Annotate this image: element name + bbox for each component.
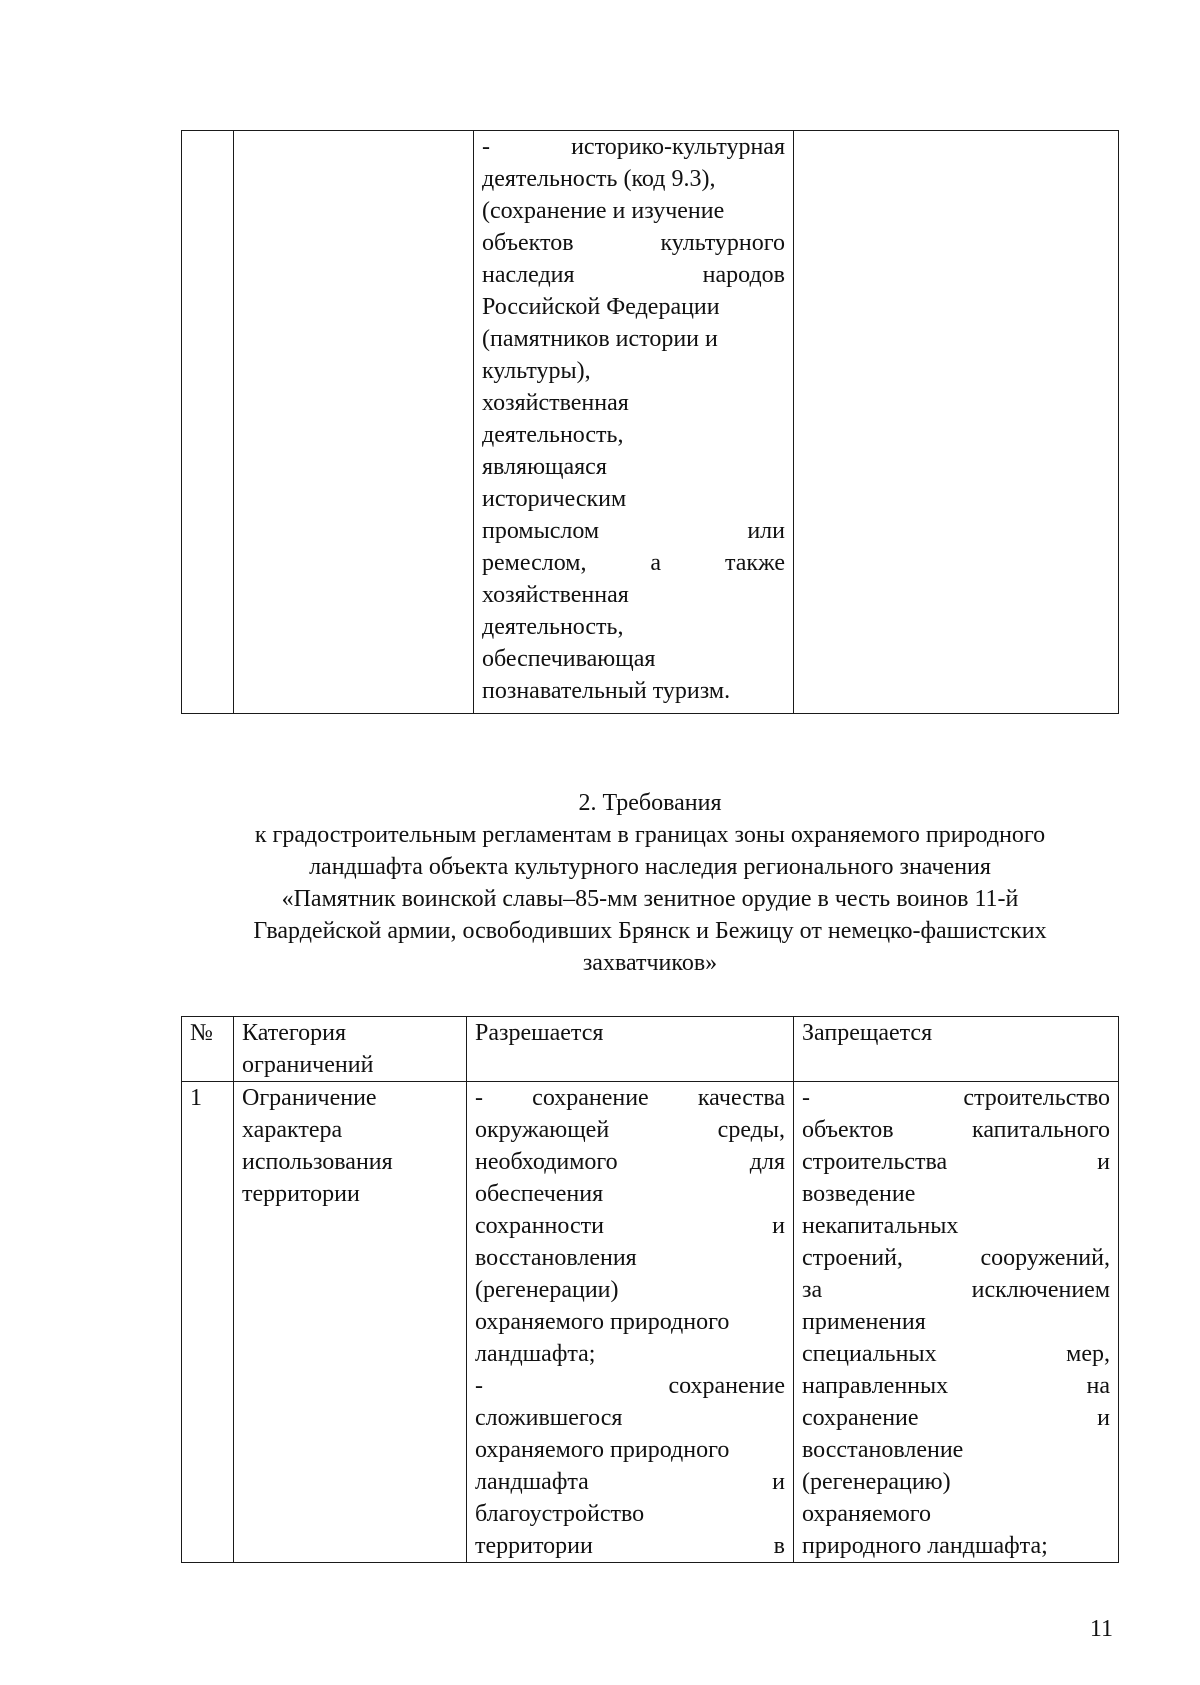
- continuation-table: [181, 130, 1119, 714]
- page-number: 11: [1089, 1616, 1113, 1642]
- text-line: - сохранение: [475, 1373, 785, 1399]
- text-line: специальных мер,: [802, 1341, 1110, 1367]
- cell-forbidden: [794, 131, 1119, 714]
- text-line: охраняемого природного: [475, 1437, 730, 1463]
- cell-forbidden: [794, 1082, 1119, 1563]
- text-line: характера: [242, 1117, 343, 1143]
- text-line: возведение: [802, 1181, 916, 1207]
- text-line: деятельность,: [482, 422, 624, 448]
- text-line: (памятников истории и: [482, 326, 718, 352]
- cell-category: [234, 131, 474, 714]
- text-line: использования: [242, 1149, 393, 1175]
- text-line: Ограничение: [242, 1085, 377, 1111]
- text-line: восстановление: [802, 1437, 964, 1463]
- table-header-row: [182, 1017, 1119, 1082]
- text-line: ремеслом, а также: [482, 550, 785, 576]
- text-line: хозяйственная: [482, 582, 629, 608]
- section-heading: [150, 787, 1150, 979]
- text-line: охраняемого: [802, 1501, 932, 1527]
- text-line: являющаяся: [482, 454, 607, 480]
- header-allowed: Разрешается: [467, 1017, 794, 1082]
- text-line: (регенерацию): [802, 1469, 951, 1495]
- header-forbidden: Запрещается: [794, 1017, 1119, 1082]
- text-line: окружающей среды,: [475, 1117, 785, 1143]
- text-line: объектов культурного: [482, 230, 785, 256]
- header-category: Категория ограничений: [234, 1017, 467, 1082]
- heading-line: «Памятник воинской славы–85-мм зенитное орудие в честь воинов 11-й: [281, 886, 1019, 912]
- requirements-table: [181, 1016, 1119, 1563]
- cell-allowed: [474, 131, 794, 714]
- table-row: [182, 131, 1119, 714]
- text-line: - строительство: [802, 1085, 1110, 1111]
- text-line: сложившегося: [475, 1405, 623, 1431]
- text-line: сохранности и: [475, 1213, 785, 1239]
- text-line: деятельность (код 9.3),: [482, 166, 716, 192]
- text-line: хозяйственная: [482, 390, 629, 416]
- text-line: обеспечения: [475, 1181, 604, 1207]
- text-line: охраняемого природного: [475, 1309, 730, 1335]
- cell-number: [182, 131, 234, 714]
- text-line: необходимого для: [475, 1149, 785, 1175]
- text-line: территории: [242, 1181, 360, 1207]
- text-line: некапитальных: [802, 1213, 959, 1239]
- text-line: обеспечивающая: [482, 646, 656, 672]
- text-line: строений, сооружений,: [802, 1245, 1110, 1271]
- text-line: деятельность,: [482, 614, 624, 640]
- text-line: познавательный туризм.: [482, 678, 731, 704]
- text-line: Российской Федерации: [482, 294, 720, 320]
- text-line: ландшафта;: [475, 1341, 596, 1367]
- text-line: за исключением: [802, 1277, 1110, 1303]
- text-line: благоустройство: [475, 1501, 645, 1527]
- heading-title: 2. Требования: [578, 790, 722, 816]
- text-line: направленных на: [802, 1373, 1110, 1399]
- text-line: (сохранение и изучение: [482, 198, 725, 224]
- heading-line: Гвардейской армии, освободивших Брянск и Бежицу от немецко-фашистских: [253, 918, 1047, 944]
- heading-line: ландшафта объекта культурного наследия регионального значения: [309, 854, 991, 880]
- text-line: применения: [802, 1309, 926, 1335]
- text-line: культуры),: [482, 358, 591, 384]
- text-line: (регенерации): [475, 1277, 619, 1303]
- cell-category: [234, 1082, 467, 1563]
- text-line: объектов капитального: [802, 1117, 1110, 1143]
- text-line: территории в: [475, 1533, 785, 1559]
- header-number: №: [182, 1017, 234, 1082]
- text-line: промыслом или: [482, 518, 785, 544]
- text-line: ландшафта и: [475, 1469, 785, 1495]
- table-row: [182, 1082, 1119, 1563]
- text-line: строительства и: [802, 1149, 1110, 1175]
- text-line: восстановления: [475, 1245, 637, 1271]
- heading-line: захватчиков»: [582, 950, 718, 976]
- text-line: сохранение и: [802, 1405, 1110, 1431]
- cell-number: 1: [182, 1082, 234, 1563]
- text-line: историческим: [482, 486, 627, 512]
- text-line: - историко-культурная: [482, 134, 785, 160]
- text-line: наследия народов: [482, 262, 785, 288]
- cell-allowed: [467, 1082, 794, 1563]
- text-line: - сохранение качества: [475, 1085, 785, 1111]
- text-line: природного ландшафта;: [802, 1533, 1048, 1559]
- heading-line: к градостроительным регламентам в границах зоны охраняемого природного: [254, 822, 1046, 848]
